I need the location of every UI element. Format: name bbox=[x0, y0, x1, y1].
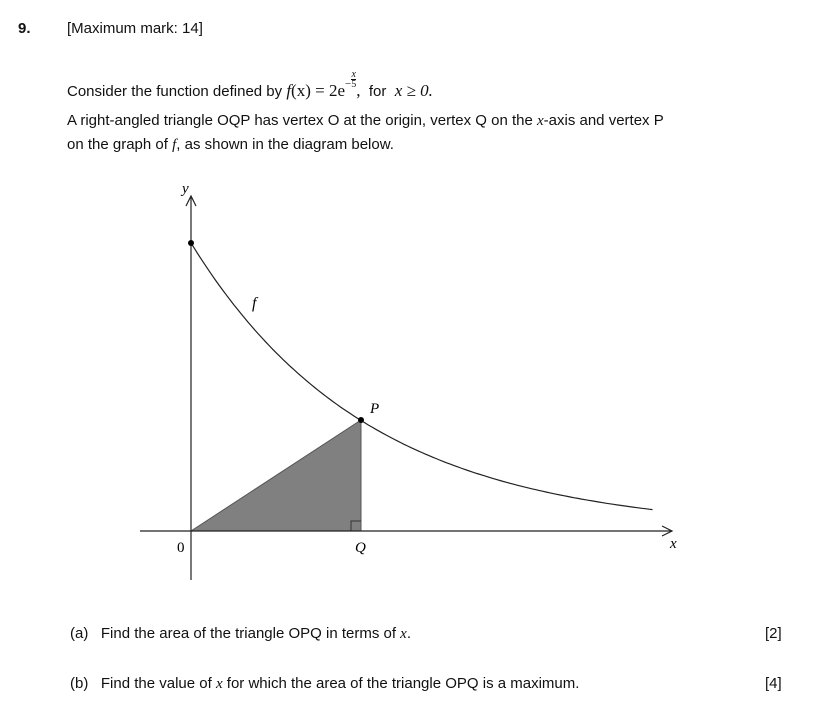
for-text: for bbox=[368, 83, 387, 100]
curve-label: f bbox=[252, 295, 257, 312]
part-b-marks: [4] bbox=[765, 675, 782, 692]
curve-f bbox=[191, 243, 653, 510]
x-axis-label: x bbox=[670, 536, 677, 552]
triangle-opq bbox=[191, 420, 361, 531]
y-intercept-point bbox=[188, 240, 194, 246]
part-a: (a) Find the area of the triangle OPQ in terms of x. bbox=[70, 625, 412, 642]
part-b-label: (b) bbox=[70, 675, 89, 692]
q-label: Q bbox=[355, 540, 366, 556]
part-a-marks: [2] bbox=[765, 625, 782, 642]
part-a-label: (a) bbox=[70, 625, 89, 642]
p-label: P bbox=[370, 401, 380, 417]
function-expression: f(x) = 2e− $\frac{x}{5}$ , bbox=[286, 69, 361, 100]
point-p bbox=[358, 417, 364, 423]
intro-text: Consider the function defined by bbox=[67, 83, 287, 100]
domain-condition: x ≥ 0. bbox=[394, 81, 433, 100]
question-number: 9. bbox=[18, 20, 31, 37]
y-axis-label: y bbox=[182, 181, 189, 197]
origin-label: 0 bbox=[177, 540, 185, 556]
triangle-description: A right-angled triangle OQP has vertex O at the origin, vertex Q on the x-axis and vertex P on the graph of f, as shown in the diagram below. bbox=[67, 112, 664, 153]
part-b: (b) Find the value of x for which the area of the triangle OPQ is a maximum. bbox=[70, 675, 580, 692]
exponent: − bbox=[345, 78, 352, 90]
exponent-fraction: $\frac{x}{5}$ bbox=[351, 69, 357, 90]
maximum-mark: [Maximum mark: 14] bbox=[67, 20, 203, 37]
